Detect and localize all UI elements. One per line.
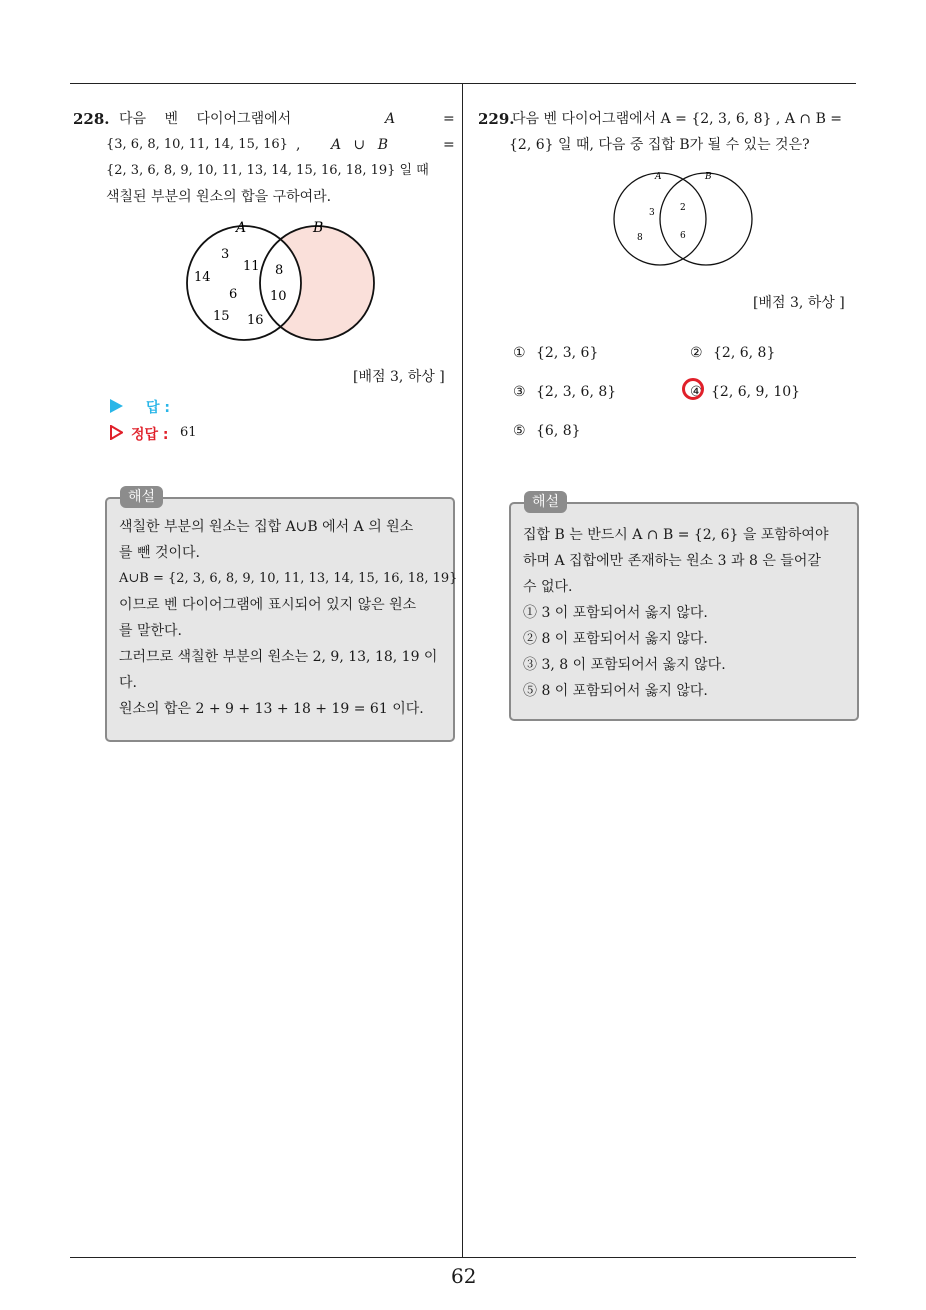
venn-number: 11 [243,259,260,274]
explanation-line: 집합 B 는 반드시 A ∩ B = {2, 6} 을 포함하여야 [523,527,829,543]
equals-sign: = [443,111,455,127]
union-expression: A ∪ B [331,137,389,153]
venn-number: 6 [229,287,238,302]
explanation-line: ① 3 이 포함되어서 옳지 않다. [523,605,708,621]
question-text-line1: 다음 벤 다이어그램에서 A = {2, 3, 6, 8} , A ∩ B = [512,111,843,127]
explanation-line: 그러므로 색칠한 부분의 원소는 2, 9, 13, 18, 19 이 [119,649,438,665]
explanation-line: 를 뺀 것이다. [119,545,200,561]
venn-number: 8 [637,233,643,243]
venn-label-b: B [313,220,324,236]
top-rule [70,83,856,84]
explanation-line: 하며 A 집합에만 존재하는 원소 3 과 8 은 들어갈 [523,553,821,569]
choice-text: {2, 6, 9, 10} [711,384,801,400]
venn-number: 6 [680,231,686,241]
question-number: 228. [73,110,110,128]
question-number: 229. [478,110,515,128]
venn-label-a: A [655,172,662,182]
explanation-line: 를 말한다. [119,623,182,639]
choice-text: {2, 3, 6, 8} [536,384,617,400]
venn-number: 2 [680,203,686,213]
explanation-box-229 [509,502,859,721]
choice-text: {2, 3, 6} [536,345,599,361]
correct-answer-value: 61 [180,425,197,440]
venn-label-a: A [236,220,247,236]
score-info: [배점 3, 하상 ] [353,369,445,385]
venn-diagram-228 [180,215,380,345]
choice-2[interactable] [690,345,775,361]
column-divider [462,83,463,1258]
venn-label-b: B [705,172,712,182]
answer-label: 답 : [146,400,170,416]
set-a-symbol: A [385,111,396,127]
venn-number: 14 [194,270,211,285]
explanation-line: 수 없다. [523,579,573,595]
question-prompt: 색칠된 부분의 원소의 합을 구하여라. [106,189,332,205]
equals-sign: = [443,137,455,153]
selected-answer-circle-icon [682,378,704,400]
answer-arrow-icon [110,399,123,413]
venn-number: 8 [275,263,284,278]
question-text-line2: {2, 6} 일 때, 다음 중 집합 B가 될 수 있는 것은? [509,137,810,153]
score-info: [배점 3, 하상 ] [753,295,845,311]
set-a-value: {3, 6, 8, 10, 11, 14, 15, 16} [106,137,288,152]
venn-number: 3 [649,208,655,218]
choice-5[interactable] [513,423,581,439]
choice-marker: ① [513,345,526,361]
correct-arrow-icon [110,425,122,439]
venn-diagram-229 [610,168,760,270]
choice-4[interactable] [690,384,800,400]
choice-marker: ⑤ [513,423,526,439]
correct-answer-label: 정답 : [131,427,169,443]
choice-3[interactable] [513,384,616,400]
venn-number: 3 [221,247,230,262]
choice-marker: ② [690,345,703,361]
explanation-line: A∪B = {2, 3, 6, 8, 9, 10, 11, 13, 14, 15, 16, 18, 19} [119,571,458,586]
choice-text: {6, 8} [536,423,581,439]
choice-marker: ③ [513,384,526,400]
question-text-line1: 다음 벤 다이어그램에서 [119,111,292,127]
page-number: 62 [451,1264,477,1288]
choice-1[interactable] [513,345,598,361]
choice-text: {2, 6, 8} [713,345,776,361]
explanation-tag: 해설 [524,491,567,513]
bottom-rule [70,1257,856,1258]
explanation-line: ③ 3, 8 이 포함되어서 옳지 않다. [523,657,726,673]
venn-number: 10 [270,289,287,304]
explanation-line: 이므로 벤 다이어그램에 표시되어 있지 않은 원소 [119,597,417,613]
explanation-line: ⑤ 8 이 포함되어서 옳지 않다. [523,683,708,699]
explanation-line: ② 8 이 포함되어서 옳지 않다. [523,631,708,647]
explanation-line: 다. [119,675,137,691]
explanation-line: 원소의 합은 2 + 9 + 13 + 18 + 19 = 61 이다. [119,701,424,717]
union-value: {2, 3, 6, 8, 9, 10, 11, 13, 14, 15, 16, 18, 19} 일 때 [106,163,429,178]
venn-number: 15 [213,309,230,324]
choice-marker: ④ [690,384,703,400]
explanation-line: 색칠한 부분의 원소는 집합 A∪B 에서 A 의 원소 [119,519,414,535]
comma: , [296,137,301,153]
explanation-tag: 해설 [120,486,163,508]
explanation-box-228 [105,497,458,742]
venn-number: 16 [247,313,264,328]
